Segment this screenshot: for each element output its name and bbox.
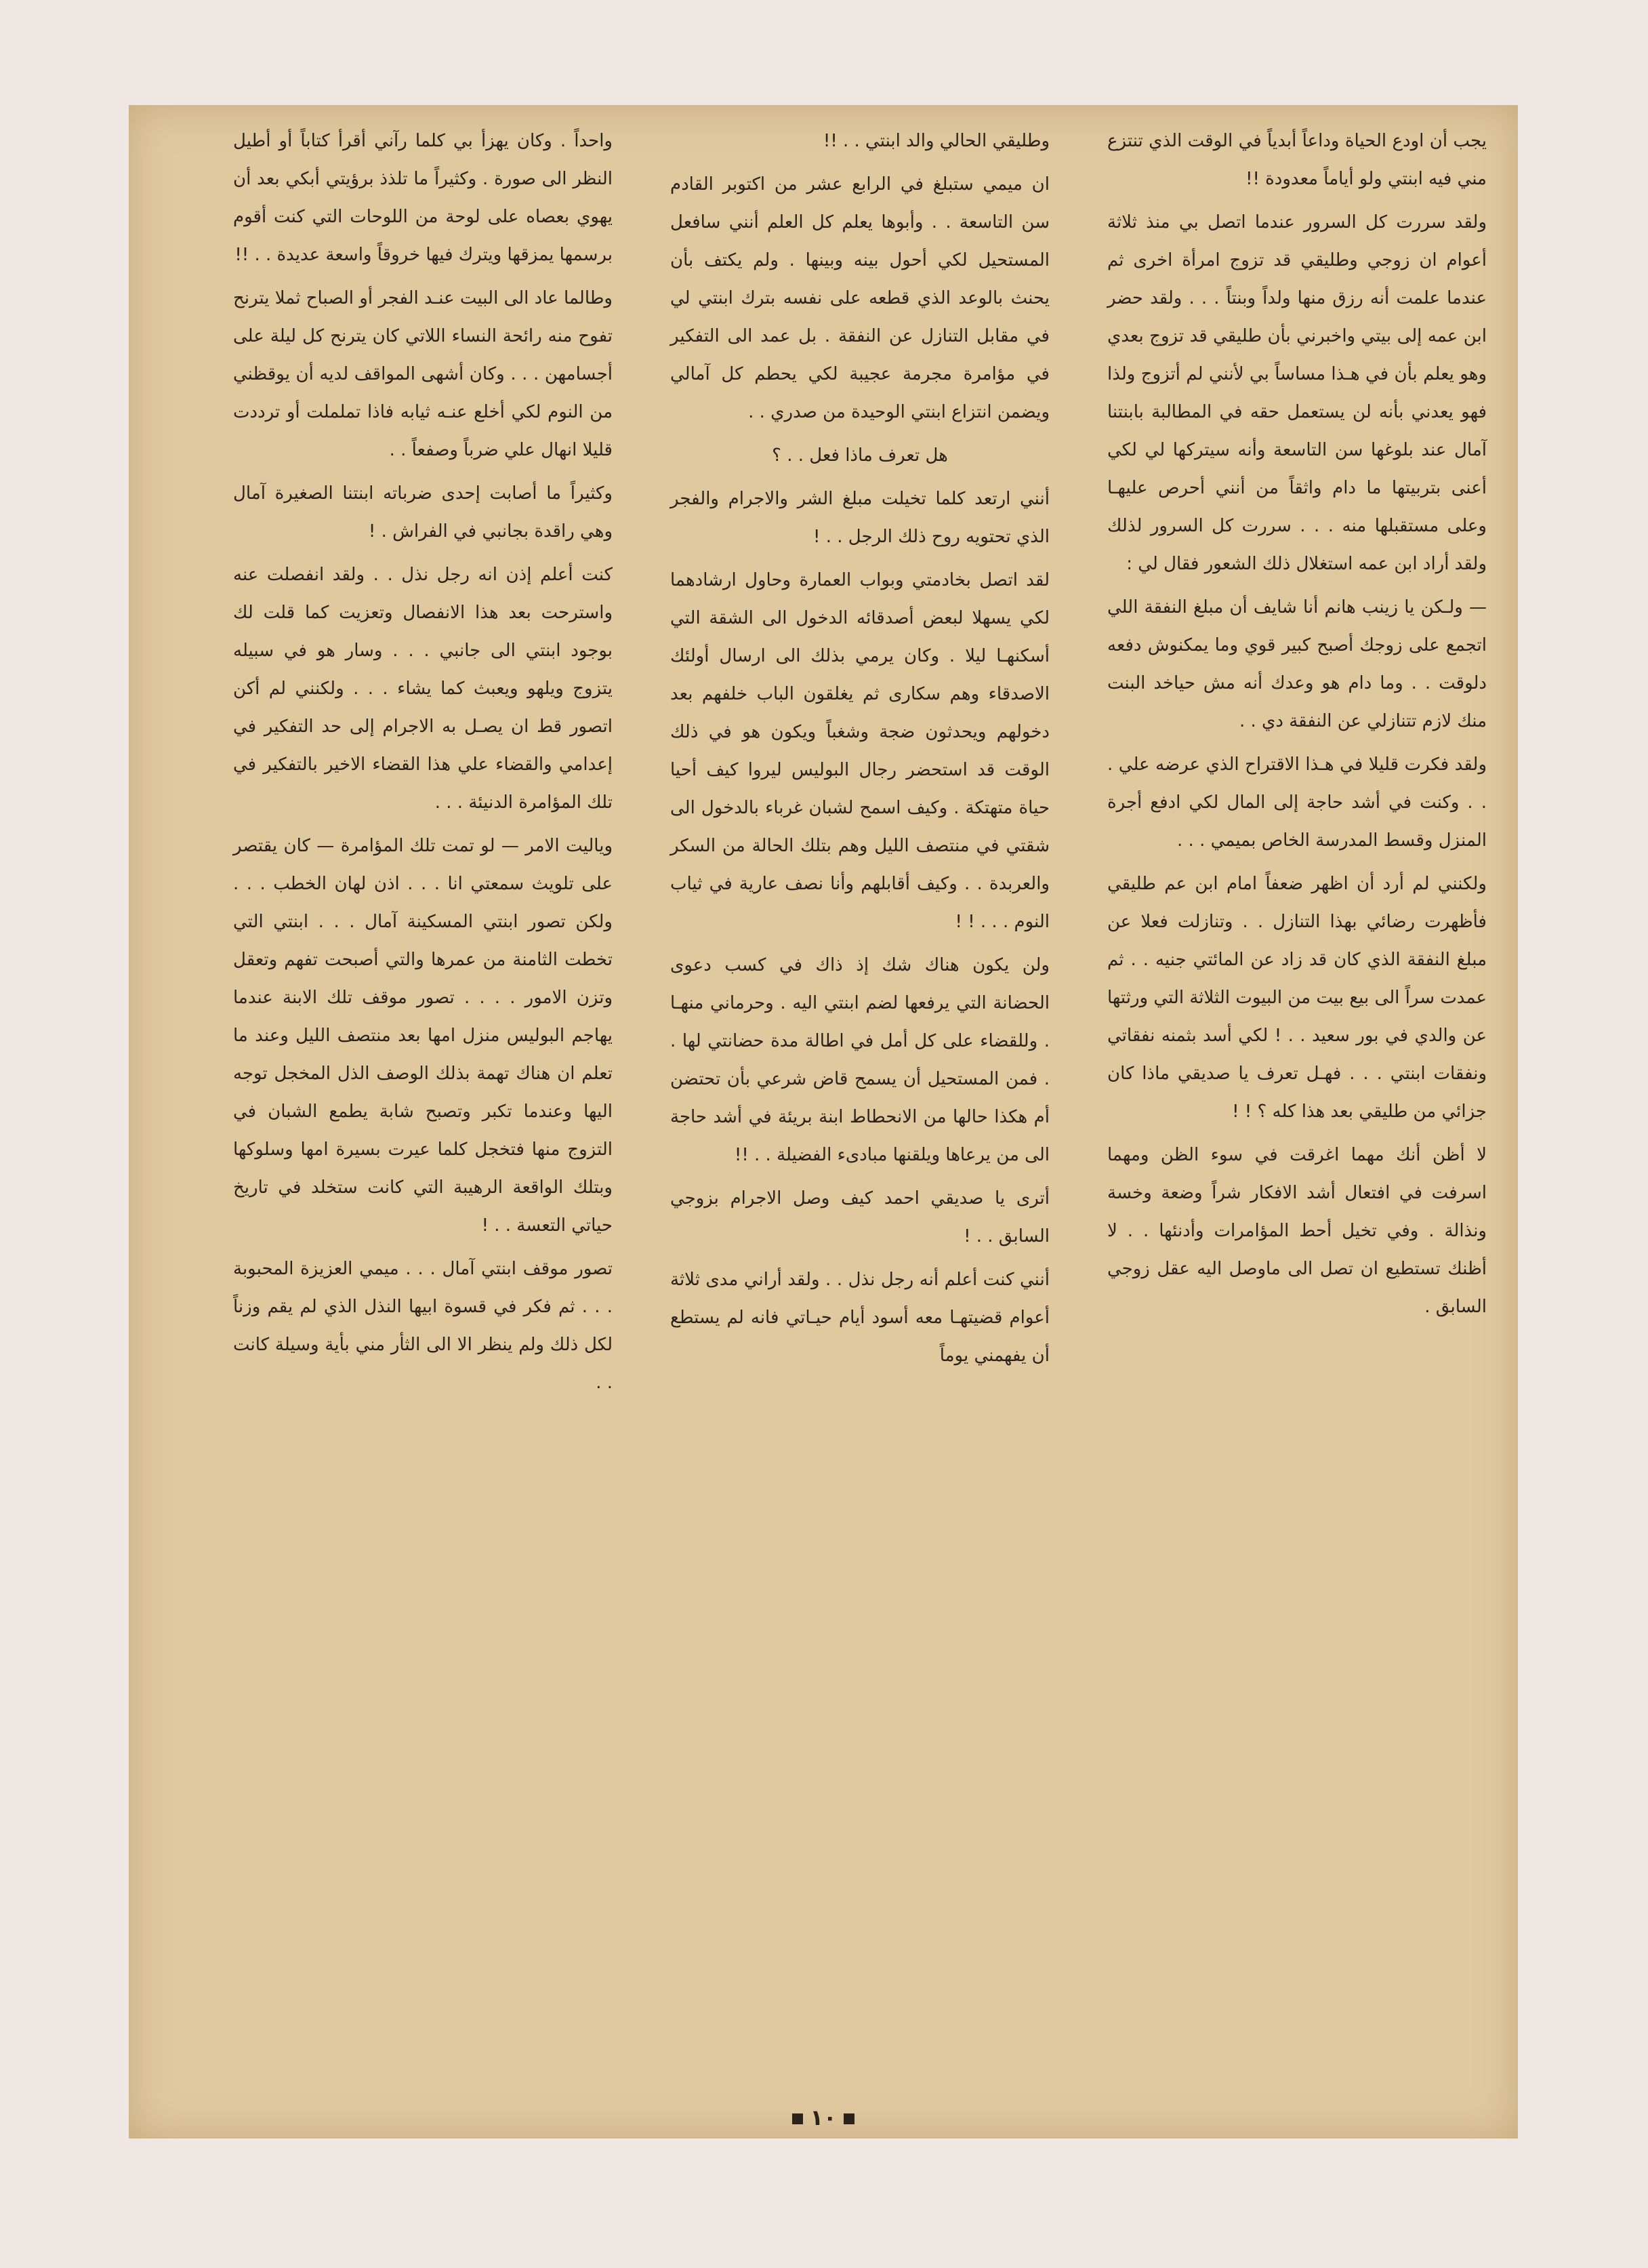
paragraph: يجب أن اودع الحياة وداعاً أبدياً في الوقت الذي تنتزع مني فيه ابنتي ولو أياماً معدودة !! [1107, 131, 1487, 189]
square-ornament-icon [844, 2113, 854, 2124]
page-number-text: ١٠ [810, 2105, 837, 2130]
text-columns [129, 122, 1518, 2105]
paragraph: لقد اتصل بخادمتي وبواب العمارة وحاول ارشادهما لكي يسهلا لبعض أصدقائه الدخول الى الشقة التي أسكنهـا ليلا . وكان يرمي بذلك الى ارسال أولئك الاصدقاء وهم سكارى ثم يغلقون الباب خلفهم بعد دخولهم ويحدثون ضجة وشغباً ويكون هو في ذلك الوقت قد استحضر رجال البوليس ليروا كيف أحيا حياة متهتكة . وكيف اسمح لشبان غرباء بالدخول الى شقتي في منتصف الليل وهم بتلك الحالة من السكر والعربدة . . وكيف أقابلهم وأنا نصف عارية في ثياب النوم . . . ! ! [670, 570, 1050, 932]
paragraph: ان ميمي ستبلغ في الرابع عشر من اكتوبر القادم سن التاسعة . . وأبوها يعلم كل العلم أنني سافعل المستحيل لكي أحول بينه وبينها . ولم يكتف بأن يحنث بالوعد الذي قطعه على نفسه بترك ابنتي لي في مقابل التنازل عن النفقة . بل عمد الى التفكير في مؤامرة مجرمة عجيبة لكي يحطم كل آمالي ويضمن انتزاع ابنتي الوحيدة من صدري . . [670, 174, 1050, 422]
square-ornament-icon [792, 2113, 803, 2124]
paragraph: ولقد فكرت قليلا في هـذا الاقتراح الذي عرضه علي . . . وكنت في أشد حاجة إلى المال لكي ادفع أجرة المنزل وقسط المدرسة الخاص بميمي . . . [1107, 754, 1487, 851]
paragraph: ولن يكون هناك شك إذ ذاك في كسب دعوى الحضانة التي يرفعها لضم ابنتي اليه . وحرماني منهـا . وللقضاء على كل أمل في اطالة مدة حضانتي لها . . فمن المستحيل أن يسمح قاض شرعي بأن تحتضن أم هكذا حالها من الانحطاط ابنة بريئة في أشد حاجة الى من يرعاها ويلقنها مبادىء الفضيلة . . !! [670, 955, 1050, 1165]
column-middle [647, 122, 1067, 2105]
page-number [129, 2105, 1518, 2130]
paragraph: ولقد سررت كل السرور عندما اتصل بي منذ ثلاثة أعوام ان زوجي وطليقي قد تزوج امرأة اخرى ثم عندما علمت أنه رزق منها ولداً وبنتاً . . . ولقد حضر ابن عمه إلى بيتي واخبرني بأن طليقي قد تزوج بعدي وهو يعلم بأن في هـذا مساساً بي لأنني لم أتزوج ولذا فهو يعدني بأنه لن يستعمل حقه في المطالبة بابنتنا آمال عند بلوغها سن التاسعة وأنه سيتركها لي لكي أعنى بتربيتها ما دام واثقاً من أنني أحرص عليهـا وعلى مستقبلها منه . . . سررت كل السرور لذلك ولقد أراد ابن عمه استغلال ذلك الشعور فقال لي : [1107, 212, 1487, 574]
paragraph: وكثيراً ما أصابت إحدى ضرباته ابنتنا الصغيرة آمال وهي راقدة بجانبي في الفراش . ! [233, 483, 613, 542]
paragraph: أنني كنت أعلم أنه رجل نذل . . ولقد أراني مدى ثلاثة أعوام قضيتهـا معه أسود أيام حيـاتي فانه لم يستطع أن يفهمني يوماً [670, 1270, 1050, 1366]
paragraph: أنني ارتعد كلما تخيلت مبلغ الشر والاجرام والفجر الذي تحتويه روح ذلك الرجل . . ! [670, 489, 1050, 547]
paragraph: كنت أعلم إذن انه رجل نذل . . ولقد انفصلت عنه واسترحت بعد هذا الانفصال وتعزيت كما قلت لك بوجود ابنتي الى جانبي . . . وسار هو في سبيله يتزوج ويلهو ويعبث كما يشاء . . . ولكنني لم أكن اتصور قط ان يصـل به الاجرام إلى حد التفكير في إعدامي والقضاء علي هذا القضاء الاخير بالتفكير في تلك المؤامرة الدنيئة . . . [233, 565, 613, 813]
paragraph: أترى يا صديقي احمد كيف وصل الاجرام بزوجي السابق . . ! [670, 1188, 1050, 1247]
paragraph: وياليت الامر — لو تمت تلك المؤامرة — كان يقتصر على تلويث سمعتي انا . . . اذن لهان الخطب . . . ولكن تصور ابنتي المسكينة آمال . . . ابنتي التي تخطت الثامنة من عمرها والتي أصبحت تفهم وتعقل وتزن الامور . . . . تصور موقف تلك الابنة عندما يهاجم البوليس منزل امها بعد منتصف الليل وعند ما تعلم ان هناك تهمة بذلك الوصف الذل المخجل توجه اليها وعندما تكبر وتصبح شابة يطمع الشبان في التزوج منها فتخجل كلما عيرت بسيرة امها وسلوكها وبتلك الواقعة الرهيبة التي كانت ستخلد في تاريخ حياتي التعسة . . ! [233, 836, 613, 1236]
paragraph: ولكنني لم أرد أن اظهر ضعفاً امام ابن عم طليقي فأظهرت رضائي بهذا التنازل . . وتنازلت فعلا عن مبلغ النفقة الذي كان قد زاد عن المائتي جنيه . . ثم عمدت سراً الى بيع بيت من البيوت الثلاثة التي ورثتها عن والدي في بور سعيد . . ! لكي أسد بثمنه نفقاتي ونفقات ابنتي . . . فهـل تعرف يا صديقي ماذا كان جزائي من طليقي بعد هذا كله ؟ ! ! [1107, 874, 1487, 1122]
paragraph: — ولـكن يا زينب هانم أنا شايف أن مبلغ النفقة اللي اتجمع على زوجك أصبح كبير قوي وما يمكنوش دفعه دلوقت . . وما دام هو وعدك أنه مش حياخد البنت منك لازم تتنازلي عن النفقة دي . . [1107, 597, 1487, 731]
column-left [210, 122, 630, 2105]
paragraph: وطالما عاد الى البيت عنـد الفجر أو الصباح ثملا يترنح تفوح منه رائحة النساء اللاتي كان يترنح كل ليلة على أجسامهن . . . وكان أشهى المواقف لديه أن يوقظني من النوم لكي أخلع عنـه ثيابه فاذا تململت أو ترددت قليلا انهال علي ضرباً وصفعاً . . [233, 288, 613, 460]
paragraph: تصور موقف ابنتي آمال . . . ميمي العزيزة المحبوبة . . . ثم فكر في قسوة ابيها النذل الذي لم يقم وزناً لكل ذلك ولم ينظر الا الى الثأر مني بأية وسيلة كانت . . [233, 1259, 613, 1393]
paragraph: واحداً . وكان يهزأ بي كلما رآني أقرأ كتاباً أو أطيل النظر الى صورة . وكثيراً ما تلذذ برؤيتي أبكي بعد أن يهوي بعصاه على لوحة من اللوحات التي كنت أقوم برسمها يمزقها ويترك فيها خروقاً واسعة عديدة . . !! [233, 131, 613, 265]
magazine-page [129, 105, 1518, 2139]
paragraph: هل تعرف ماذا فعل . . ؟ [772, 445, 948, 466]
column-right [1084, 122, 1504, 2105]
paragraph: لا أظن أنك مهما اغرقت في سوء الظن ومهما اسرفت في افتعال أشد الافكار شراً وضعة وخسة ونذالة . وفي تخيل أحط المؤامرات وأدنئها . . لا أظنك تستطيع ان تصل الى ماوصل اليه عقل زوجي السابق . [1107, 1145, 1487, 1317]
paragraph: وطليقي الحالي والد ابنتي . . !! [823, 131, 1050, 151]
